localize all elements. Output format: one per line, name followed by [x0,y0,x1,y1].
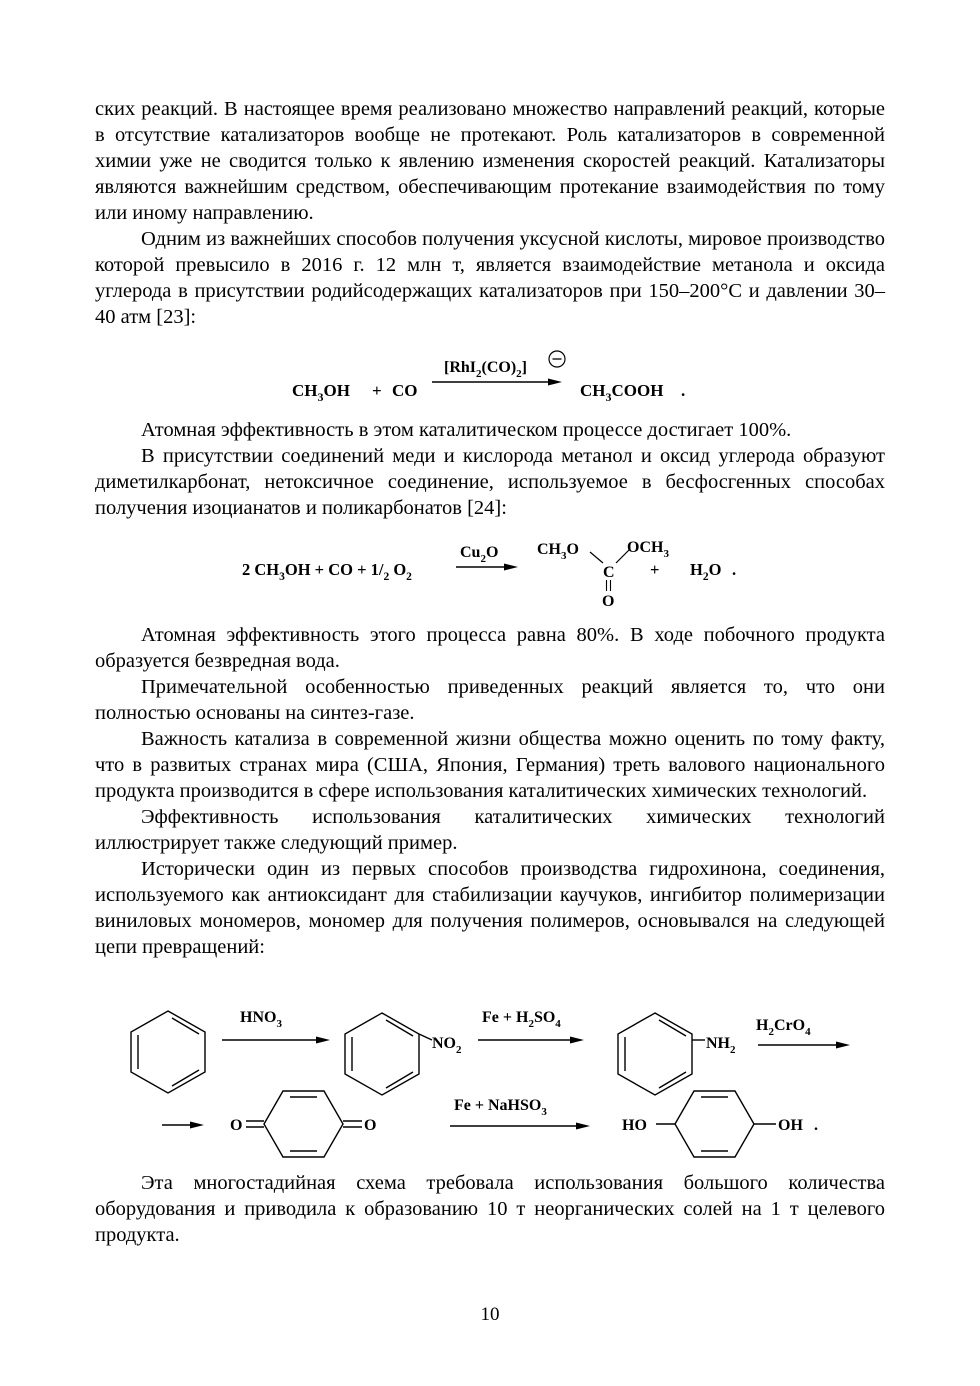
quinone-oxygen-left: O [230,1117,243,1134]
paragraph-3: Атомная эффективность в этом каталитическом процессе достигает 100%. [141,419,792,441]
hydroquinone-scheme [0,1000,980,1160]
text-block-2 [95,417,885,521]
eq1-plus: + [372,381,382,400]
eq1-dot: . [681,381,686,400]
scheme-arrow-4-head [576,1123,590,1130]
nitrobenzene-ring [345,1013,432,1095]
amino-group: $NH_2$ [706,1035,736,1056]
eq2-methoxy-left: $CH_3O$ [537,541,579,562]
scheme-step1-reagent: $HNO_3$ [240,1009,282,1030]
benzene-ring [131,1011,205,1093]
paragraph-10: Эта многостадийная схема требовала использования большого количества оборудования и приводила к образованию 10 т неорганических солей на 1 т целевого продукта. [95,1172,885,1246]
page-number: 10 [480,1304,500,1325]
hydroquinone-hydroxyl-left: HO [622,1117,647,1134]
equation-dimethyl-carbonate [0,530,980,615]
paragraph-5: Атомная эффективность этого процесса равна 80%. В ходе побочного продукта образуется безвредная вода. [95,624,885,672]
hydroquinone-hydroxyl-right: OH [778,1117,803,1134]
text-block-1 [95,96,885,330]
scheme-arrow-1-head [316,1037,330,1044]
eq2-dot: . [732,560,737,579]
paragraph-9: Исторически один из первых способов производства гидрохинона, соединения, используемого как антиоксидант для стабилизации каучуков, ингибитор полимеризации виниловых мономеров, мономер для получения полимеров, основывался на следующей цепи превращений: [95,858,885,958]
eq2-catalyst: $Cu_2O$ [460,544,499,565]
nitro-group: $NO_2$ [432,1035,462,1056]
equation-acetic-acid-svg [0,342,980,408]
paragraph-4: В присутствии соединений меди и кислорода метанол и оксид углерода образуют диметилкарбонат, нетоксичное соединение, используемое в бесфосгенных способах получения изоцианатов и поликарбонатов [24]: [95,445,885,519]
eq2-bond-left [590,552,603,563]
scheme-arrow-2-head [570,1037,584,1044]
hydroquinone-ring [656,1091,776,1157]
scheme-arrow-3-head [836,1042,850,1049]
text-block-4 [95,1170,885,1248]
paragraph-2: Одним из важнейших способов получения уксусной кислоты, мировое производство которой превысило в 2016 г. 12 млн т, является взаимодействие метанола и оксида углерода в присутствии родийсодержащих катализаторов при 150–200°С и давлении 30–40 атм [23]: [95,228,885,328]
paragraph-1: ских реакций. В настоящее время реализовано множество направлений реакций, которые в отсутствие катализаторов вообще не протекают. Роль катализаторов в современной химии уже не сводится только к явлению изменения скоростей реакций. Катализаторы являются важнейшим средством, обеспечивающим протекание взаимодействия по тому или иному направлению. [95,98,885,224]
aniline-ring [618,1013,705,1095]
text-block-3 [95,622,885,960]
hydroquinone-scheme-svg [0,1000,980,1160]
eq1-reactant-co: CO [392,381,418,400]
paragraph-7: Важность катализа в современной жизни общества можно оценить по тому факту, что в развитых странах мира (США, Япония, Германия) треть валового национального продукта производится в сфере использования каталитических химических технологий. [95,728,885,802]
eq2-plus: + [650,560,660,579]
eq2-water: $H_2O$ [690,560,722,583]
quinone-ring [246,1091,362,1157]
scheme-step2-reagent: $Fe + H_2SO_4$ [482,1009,561,1030]
eq1-catalyst: $[RhI_2(CO)_2]$ [444,359,527,380]
eq2-methoxy-right: $OCH_3$ [627,539,669,560]
equation-acetic-acid [0,342,980,408]
eq2-carbon: C [603,564,615,581]
eq1-product: $CH_3COOH$ [580,381,664,404]
scheme-arrow-continue-head [190,1122,204,1129]
scheme-step3-reagent: $H_2CrO_4$ [756,1017,811,1038]
eq2-reactants: 2 $CH_3OH$ + CO + $1/_2$ $O_2$ [242,560,412,583]
paragraph-6: Примечательной особенностью приведенных реакций является то, что они полностью основаны на синтез-газе. [95,676,885,724]
quinone-oxygen-right: O [364,1117,377,1134]
eq1-arrow-head [548,379,562,386]
equation-dimethyl-carbonate-svg [0,530,980,615]
scheme-step4-reagent: Fe + NaHSO$_3$ [454,1097,547,1118]
paragraph-8: Эффективность использования каталитических химических технологий иллюстрирует также следующий пример. [95,806,885,854]
scheme-dot: . [814,1117,818,1134]
eq2-oxygen: O [602,593,615,610]
eq1-reactant-methanol: $CH_3OH$ [292,381,350,404]
eq2-bond-right [616,550,629,563]
eq2-arrow-head [504,564,518,571]
